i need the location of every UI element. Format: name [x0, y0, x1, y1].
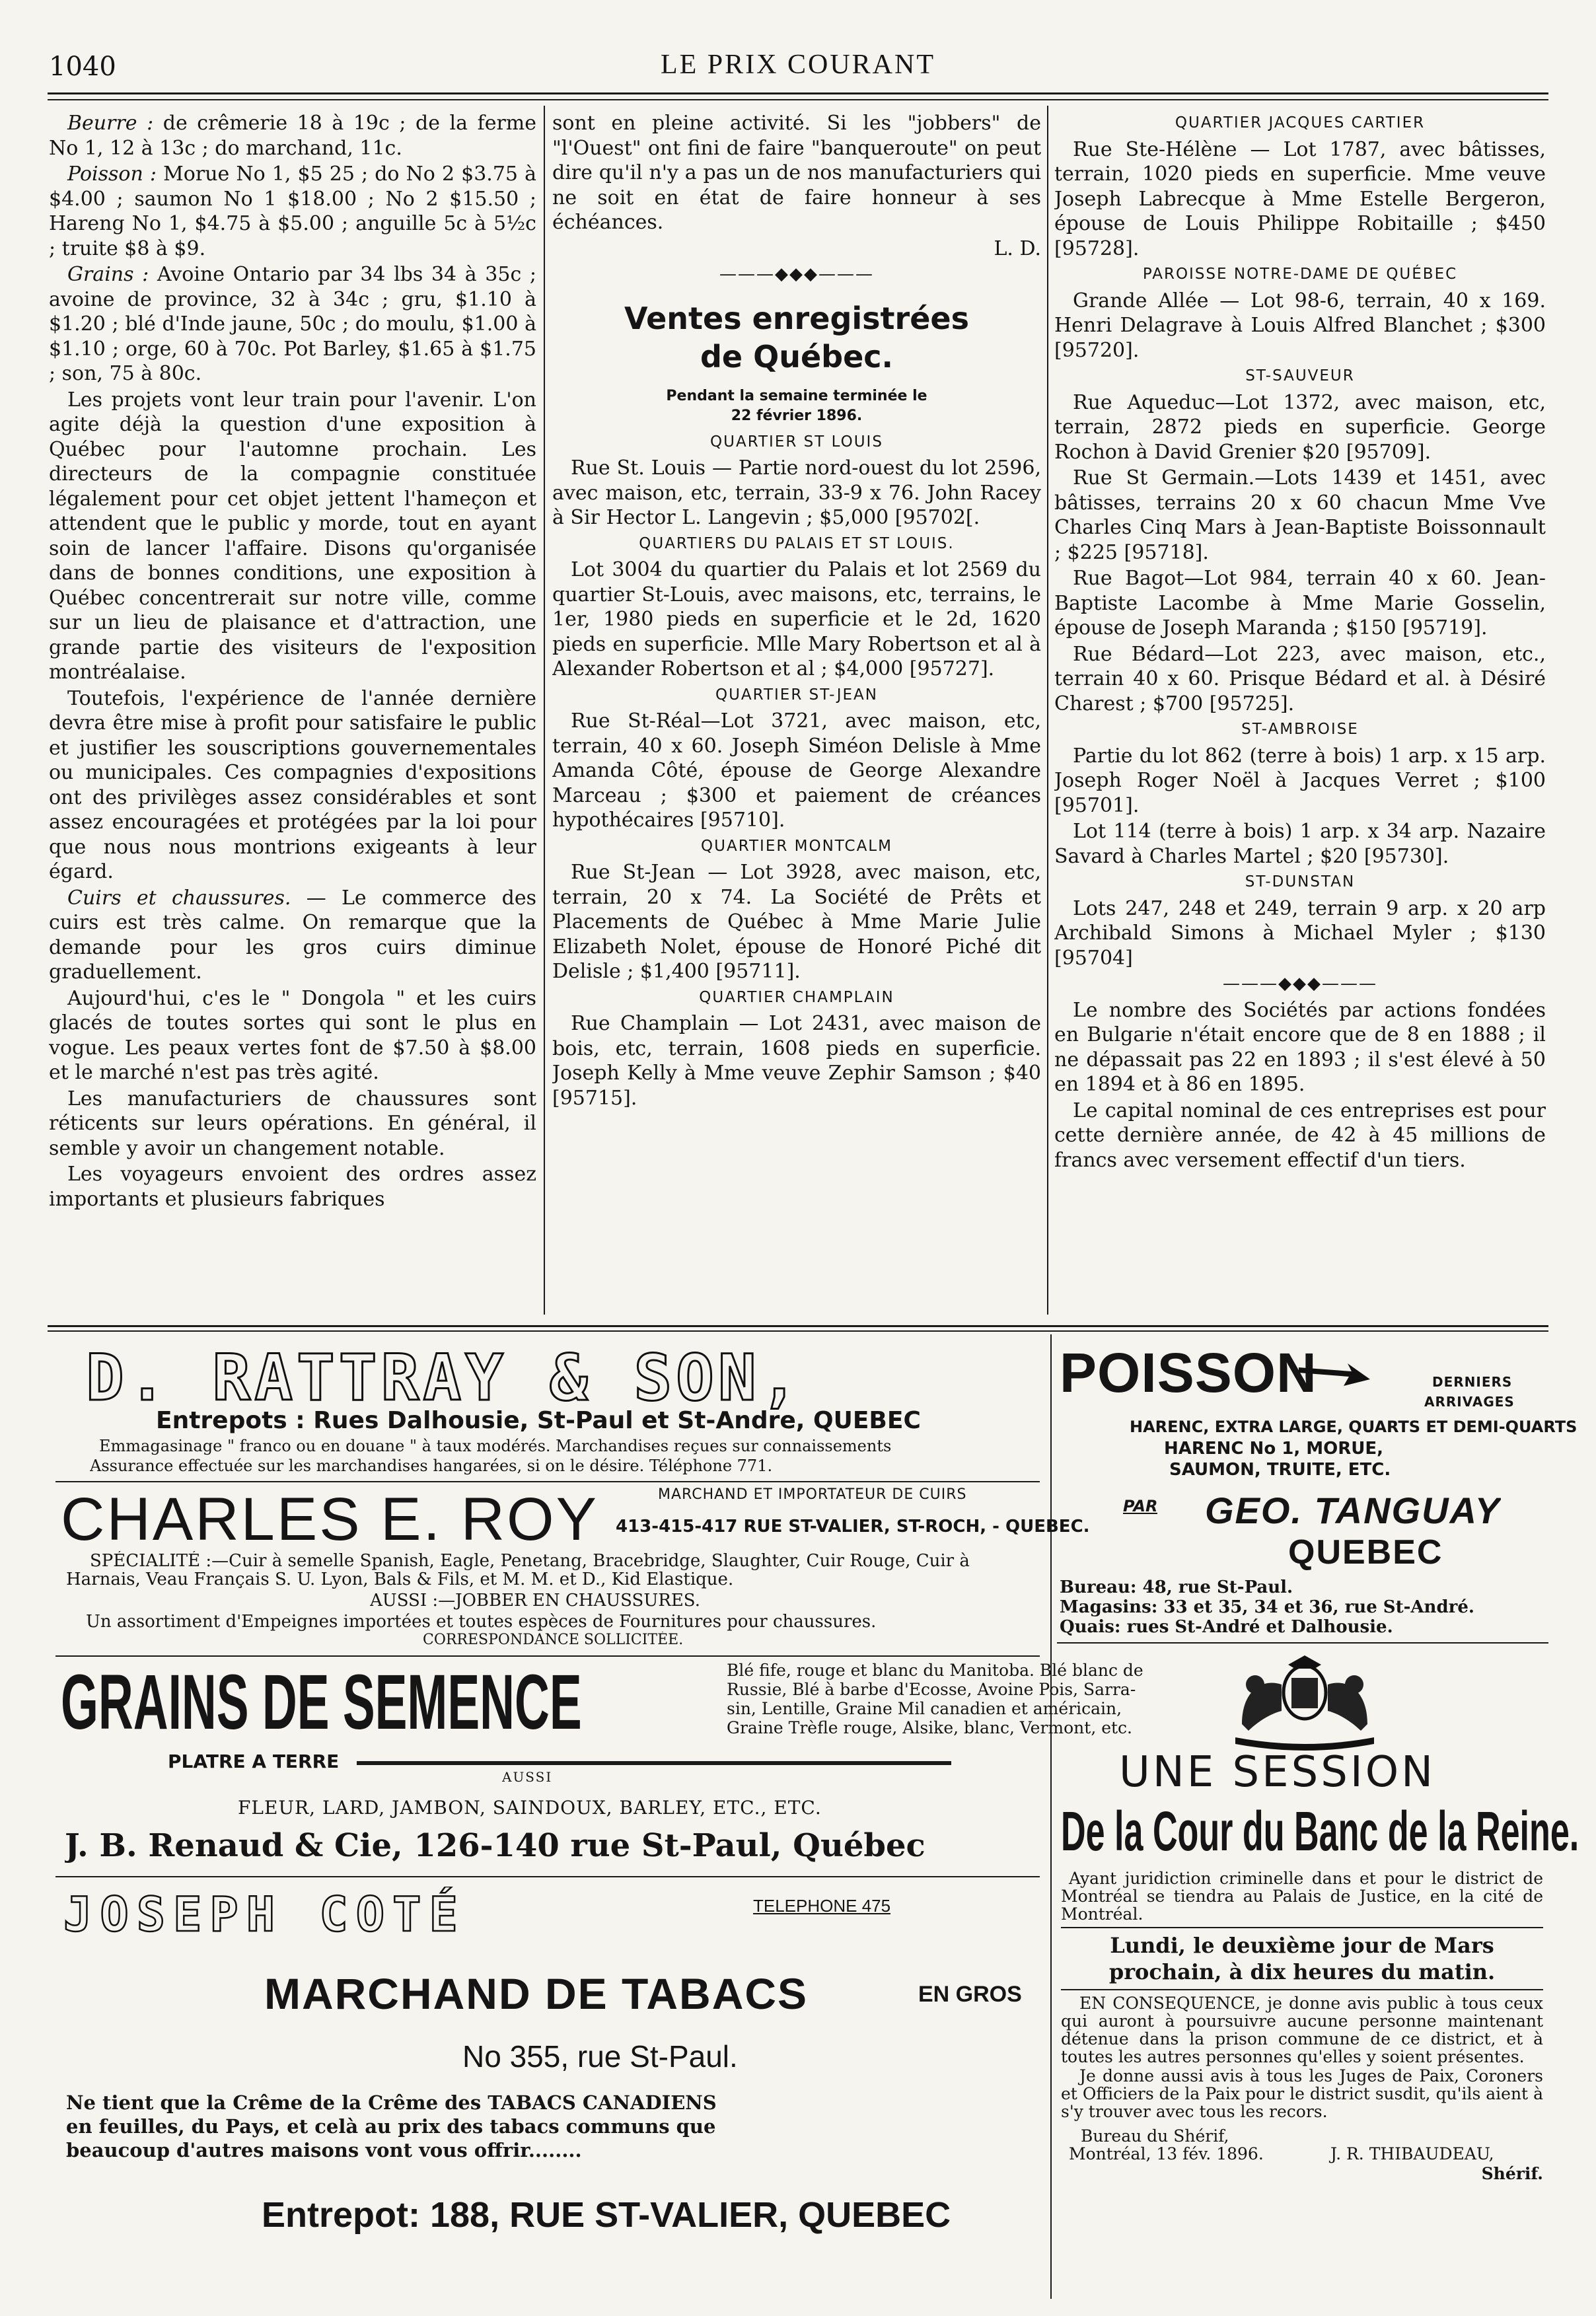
cote-trade: MARCHAND DE TABACS — [264, 1969, 809, 2018]
cote-entrepot: Entrepot: 188, RUE ST-VALIER, QUEBEC — [262, 2195, 951, 2235]
sales-period-line1: Pendant la semaine terminée le — [666, 387, 927, 404]
column-market-report — [49, 111, 536, 1320]
sale-entry: Rue St-Réal—Lot 3721, avec maison, etc, terrain, 40 x 60. Joseph Siméon Delisle à Mme Amanda Côté, épouse de George Alexandre Marceau ; $300 et paiement de créances hypothécaires [95710]. — [552, 709, 1041, 832]
session-subtitle — [1061, 1799, 1596, 1863]
market-paragraph — [49, 162, 536, 261]
sale-entry: Rue Champlain — Lot 2431, avec maison de bois, etc, terrain, 1608 pieds en superficie. Joseph Kelly à Mme veuve Zephir Samson ; $40 [95715]. — [552, 1012, 1041, 1110]
cote-engros: EN GROS — [918, 1982, 1022, 2007]
sales-sections — [552, 430, 1041, 1111]
grains-desc1: Blé fife, rouge et blanc du Manitoba. Blé blanc de — [727, 1661, 1143, 1680]
cote-desc3: beaucoup d'autres maisons vont vous offrir........ — [66, 2139, 582, 2161]
market-paragraph-text: Toutefois, l'expérience de l'année dernière devra être mise à profit pour satisfaire le public et justifier les souscriptions gouvernementales ou municipales. Ces compagnies d'expositions ont des privilèges assez considérables et sont assez encouragées et protégées par la loi pour que nous nous montrions exigeants à leur égard. — [49, 686, 536, 883]
roy-address: 413-415-417 RUE ST-VALIER, ST-ROCH, - QUEBEC. — [616, 1517, 1090, 1537]
poisson-city: QUEBEC — [1288, 1533, 1443, 1572]
poisson-par: PAR — [1123, 1497, 1158, 1515]
session-rule — [1061, 1927, 1543, 1928]
poisson-bureau: Bureau: 48, rue St-Paul. — [1060, 1577, 1293, 1597]
roy-corresp: CORRESPONDANCE SOLLICITÉE. — [423, 1632, 684, 1648]
session-office: Bureau du Shérif, — [1081, 2126, 1229, 2146]
poisson-line2: HARENC No 1, MORUE, — [1164, 1439, 1383, 1459]
rattray-name: D. RATTRAY & SON, — [86, 1341, 803, 1415]
roy-assortment: Un assortiment d'Empeignes importées et toutes espèces de Fournitures pour chaussures. — [86, 1612, 877, 1632]
bulgaria-paragraph: Le capital nominal de ces entreprises est pour cette dernière année, de 42 à 45 millions de francs avec versement effectif d'un tiers. — [1054, 1099, 1546, 1172]
district-heading: PAROISSE NOTRE-DAME DE QUÉBEC — [1142, 266, 1458, 283]
sales-title-line1: Ventes enregistrées — [624, 300, 969, 336]
roy-rule — [55, 1655, 1040, 1657]
sale-entry: Rue Bédard—Lot 223, avec maison, etc., terrain 40 x 60. Prisque Bédard et al. à Désiré Charest ; $700 [95725]. — [1054, 642, 1546, 715]
session-role: Shérif. — [1481, 2164, 1543, 2183]
header-rule-top — [48, 92, 1548, 94]
district-heading: QUARTIER MONTCALM — [701, 837, 892, 855]
session-body1: EN CONSEQUENCE, je donne avis public à tous ceux qui auront à poursuivre aucune personne maintenant détenue dans la prison commune de ce district, et à toutes les autres personnes qu'elles y soient présentes. — [1061, 1994, 1543, 2066]
market-paragraph — [49, 1087, 536, 1161]
market-paragraph-text: — Le commerce des cuirs est très calme. On remarque que la demande pour les gros cuirs diminue graduellement. — [49, 886, 536, 984]
session-signer: J. R. THIBAUDEAU, — [1330, 2144, 1494, 2163]
district-heading: QUARTIER ST-JEAN — [715, 686, 878, 704]
district-heading: ST-AMBROISE — [1241, 721, 1359, 738]
market-paragraph-lead: Beurre : — [67, 112, 154, 135]
session-subtitle-text: De la Cour du Banc de la Reine. — [1061, 1800, 1579, 1862]
grains-desc3: sin, Lentille, Graine Mil canadien et américain, — [727, 1699, 1122, 1718]
sales-period-line2: 22 février 1896. — [731, 407, 863, 424]
grains-platre-rule — [357, 1761, 951, 1765]
sale-entry: Rue Ste-Hélène — Lot 1787, avec bâtisses, terrain, 1020 pieds en superficie. Mme veuve Joseph Labrecque à Mme Estelle Bergeron, épouse de Louis Philippe Robitaille ; $450 [95728]. — [1054, 137, 1546, 260]
sale-entry: Lot 114 (terre à bois) 1 arp. x 34 arp. Nazaire Savard à Charles Martel ; $20 [95730]. — [1054, 820, 1546, 868]
roy-aussi: AUSSI :—JOBBER EN CHAUSSURES. — [370, 1591, 700, 1610]
market-paragraph-text: Les voyageurs envoient des ordres assez importants et plusieurs fabriques — [49, 1163, 536, 1211]
session-intro: Ayant juridiction criminelle dans et pour le district de Montréal se tiendra au Palais de Justice, en la cité de Montréal. — [1061, 1869, 1543, 1924]
sale-entry: Grande Allée — Lot 98-6, terrain, 40 x 169. Henri Delagrave à Louis Alfred Blanchet ; $300 [95720]. — [1054, 289, 1546, 362]
column-divider-1 — [544, 106, 545, 1315]
sale-entry: Rue Bagot—Lot 984, terrain 40 x 60. Jean-Baptiste Lacombe à Mme Marie Gosselin, épouse de Joseph Maranda ; $150 [95719]. — [1054, 567, 1546, 639]
poisson-merchant: GEO. TANGUAY — [1205, 1490, 1502, 1531]
roy-specialty2: Harnais, Veau Français S. U. Lyon, Bals & Fils, et M. M. et D., Kid Elastique. — [66, 1570, 734, 1589]
market-paragraph — [49, 388, 536, 685]
ads-divider — [1050, 1334, 1052, 2299]
ads-top-rule — [48, 1325, 1548, 1327]
poisson-line3: SAUMON, TRUITE, ETC. — [1169, 1460, 1391, 1480]
poisson-quais: Quais: rues St-André et Dalhousie. — [1060, 1617, 1393, 1637]
market-paragraph-text: Les projets vont leur train pour l'avenir. L'on agite déjà la question d'une exposition à Québec pour l'automne prochain. Les directeurs de la compagnie constituée légalement pour cet objet jettent l'hameçon et attendent que le public y morde, tout en ayant soin de lancer l'affaire. Disons qu'organisée dans de bonnes conditions, une exposition à Québec concentrerait sur notre ville, comme sur un lieu de plaisance et d'attraction, une grande partie des visiteurs de l'exposition montréalaise. — [49, 388, 536, 684]
session-signature-row — [1061, 2145, 1543, 2165]
session-body2: Je donne aussi avis à tous les Juges de Paix, Coroners et Officiers de la Paix pour le district susdit, qu'ils aient à s'y trouver avec tous les recors. — [1061, 2066, 1543, 2121]
market-paragraph-lead: Poisson : — [67, 163, 157, 186]
market-paragraph — [49, 111, 536, 161]
cote-desc1: Ne tient que la Crême de la Crême des TABACS CANADIENS — [66, 2091, 717, 2114]
district-heading: QUARTIERS DU PALAIS ET ST LOUIS. — [639, 534, 955, 552]
cote-name: JOSEPH COTÉ — [63, 1887, 466, 1942]
grains-headline-text: GRAINS DE SEMENCE — [61, 1659, 582, 1745]
col2-signature: L. D. — [994, 236, 1041, 260]
col2-intro: sont en pleine activité. Si les "jobbers" de "l'Ouest" ont fini de faire "banqueroute" on peut dire qu'il n'y a pas un de nos manufacturiers qui ne soit en état de faire honneur à ses échéances. — [552, 112, 1041, 234]
district-heading: QUARTIER ST LOUIS — [710, 433, 883, 451]
market-paragraph-text: Avoine Ontario par 34 lbs 34 à 35c ; avoine de province, 32 à 34c ; gru, $1.10 à $1.20 ; blé d'Inde jaune, 50c ; do moulu, $1.00 à $1.10 ; orge, 60 à 70c. Pot Barley, $1.65 à $1.75 ; son, 75 à 80c. — [49, 263, 536, 385]
market-paragraph-text: de crêmerie 18 à 19c ; de la ferme No 1, 12 à 13c ; do marchand, 11c. — [49, 112, 536, 160]
rattray-rule — [55, 1481, 1040, 1482]
poisson-line1: HARENC, EXTRA LARGE, QUARTS ET DEMI-QUARTS — [1130, 1418, 1578, 1436]
grains-desc2: Russie, Blé à barbe d'Ecosse, Avoine Pois, Sarra- — [727, 1680, 1136, 1699]
market-paragraph-lead: Grains : — [67, 263, 149, 286]
poisson-magasins: Magasins: 33 et 35, 34 et 36, rue St-André. — [1060, 1597, 1474, 1617]
grains-platre: PLATRE A TERRE — [168, 1751, 340, 1772]
market-paragraph-text: Les manufacturiers de chaussures sont réticents sur leurs opérations. En général, il semble y avoir un changement notable. — [49, 1087, 536, 1160]
rattray-line2: Assurance effectuée sur les marchandises hangarées, si on le désire. Téléphone 771. — [90, 1457, 773, 1475]
bulgaria-paragraph: Le nombre des Sociétés par actions fondées en Bulgarie n'était encore que de 8 en 1888 ; il ne dépassait pas 22 en 1893 ; il s'est élevé à 50 en 1894 et à 86 en 1895. — [1054, 998, 1546, 1096]
grains-aussi: AUSSI — [502, 1769, 553, 1785]
poisson-headline: POISSON — [1060, 1342, 1317, 1404]
session-rule-2 — [1061, 1989, 1543, 1990]
cote-telephone: TELEPHONE 475 — [753, 1896, 891, 1916]
sales-title — [552, 299, 1041, 376]
column-registered-sales — [552, 111, 1041, 1320]
poisson-rule — [1057, 1642, 1548, 1644]
sale-entry: Rue St Germain.—Lots 1439 et 1451, avec bâtisses, terrains 20 x 60 chacun Mme Vve Charles Cinq Mars à Jean-Baptiste Boissonnault ; $225 [95718]. — [1054, 466, 1546, 564]
market-paragraph — [49, 886, 536, 985]
bulgaria-note — [1054, 998, 1546, 1173]
roy-tagline: MARCHAND ET IMPORTATEUR DE CUIRS — [658, 1486, 967, 1503]
sales-title-line2: de Québec. — [700, 338, 894, 375]
session-title: UNE SESSION — [1119, 1748, 1435, 1797]
grains-products: FLEUR, LARD, JAMBON, SAINDOUX, BARLEY, ETC., ETC. — [238, 1797, 822, 1819]
market-paragraph — [49, 1162, 536, 1212]
market-paragraph — [49, 686, 536, 885]
poisson-derniers: DERNIERS — [1432, 1374, 1513, 1390]
cote-address: No 355, rue St-Paul. — [462, 2039, 738, 2074]
sale-entry: Partie du lot 862 (terre à bois) 1 arp. x 15 arp. Joseph Roger Noël à Jacques Verret ; $100 [95701]. — [1054, 744, 1546, 817]
column-divider-2 — [1047, 106, 1048, 1315]
cote-desc2: en feuilles, du Pays, et celà au prix des tabacs communs que — [66, 2115, 716, 2138]
sale-entry: Lot 3004 du quartier du Palais et lot 2569 du quartier St-Louis, avec maisons, etc, terrains, le 1er, 1980 pieds en superficie et le 2d, 1620 pieds en superficie. Mlle Mary Robertson et al à Alexander Robertson et al ; $4,000 [95727]. — [552, 558, 1041, 680]
market-paragraph-lead: Cuirs et chaussures. — [67, 886, 291, 910]
col3-separator: ———◆◆◆——— — [1223, 974, 1377, 994]
sale-entry: Rue Aqueduc—Lot 1372, avec maison, etc, terrain, 2872 pieds en superficie. George Rochon à David Grenier $20 [95709]. — [1054, 390, 1546, 464]
session-place: Montréal, 13 fév. 1896. — [1069, 2144, 1264, 2163]
district-heading: QUARTIER CHAMPLAIN — [699, 988, 894, 1006]
ads-top-rule-2 — [48, 1330, 1548, 1332]
roy-specialty1: SPÉCIALITÉ :—Cuir à semelle Spanish, Eagle, Penetang, Bracebridge, Slaughter, Cuir Rouge, Cuir à — [90, 1551, 970, 1571]
running-title: LE PRIX COURANT — [660, 50, 935, 80]
sale-entry: Lots 247, 248 et 249, terrain 9 arp. x 20 arp Archibald Simons à Michael Myler ; $130 [95704] — [1054, 896, 1546, 970]
session-body — [1061, 1869, 1543, 2292]
arrow-icon — [1299, 1359, 1371, 1393]
session-date: Lundi, le deuxième jour de Mars prochain, à dix heures du matin. — [1108, 1933, 1496, 1984]
sales-sections-continued — [1054, 111, 1546, 970]
market-paragraph — [49, 986, 536, 1085]
page-number: 1040 — [49, 52, 116, 82]
district-heading: ST-DUNSTAN — [1245, 873, 1356, 890]
rattray-address: Entrepots : Rues Dalhousie, St-Paul et St-Andre, QUEBEC — [156, 1407, 921, 1434]
grains-company: J. B. Renaud & Cie, 126-140 rue St-Paul, Québec — [65, 1827, 925, 1864]
poisson-arrivages: ARRIVAGES — [1424, 1394, 1515, 1410]
market-paragraph — [49, 262, 536, 386]
royal-coat-of-arms-icon — [1215, 1651, 1394, 1751]
sale-entry: Rue St. Louis — Partie nord-ouest du lot 2596, avec maison, etc, terrain, 33-9 x 76. John Racey à Sir Hector L. Langevin ; $5,000 [95702[. — [552, 456, 1041, 529]
rattray-line1: Emmagasinage " franco ou en douane " à taux modérés. Marchandises reçues sur connaissements — [99, 1437, 892, 1455]
grains-rule — [55, 1876, 1040, 1877]
column-sales-continued — [1054, 111, 1546, 1320]
roy-name: CHARLES E. ROY — [61, 1486, 598, 1552]
col2-separator: ———◆◆◆——— — [719, 264, 874, 284]
district-heading: ST-SAUVEUR — [1245, 367, 1355, 384]
market-paragraph-text: Morue No 1, $5 25 ; do No 2 $3.75 à $4.00 ; saumon No 1 $18.00 ; No 2 $15.50 ; Hareng No 1, $4.75 à $5.00 ; anguille 5c à 5½c ; truite $8 à $9. — [49, 163, 536, 260]
grains-desc4: Graine Trèfle rouge, Alsike, blanc, Vermont, etc. — [727, 1718, 1133, 1737]
market-paragraph-text: Aujourd'hui, c'es le " Dongola " et les cuirs glacés de toutes sortes qui sont le plus en vogue. Les peaux vertes font de $7.50 à $8.00 et le marché n'est pas très agité. — [49, 986, 536, 1084]
sale-entry: Rue St-Jean — Lot 3928, avec maison, etc, terrain, 20 x 74. La Société de Prêts et Placements de Québec à Mme Marie Julie Elizabeth Nolet, épouse de Honoré Piché dit Delisle ; $1,400 [95711]. — [552, 861, 1041, 983]
header-rule-bottom — [48, 99, 1548, 100]
district-heading: QUARTIER JACQUES CARTIER — [1175, 114, 1426, 131]
